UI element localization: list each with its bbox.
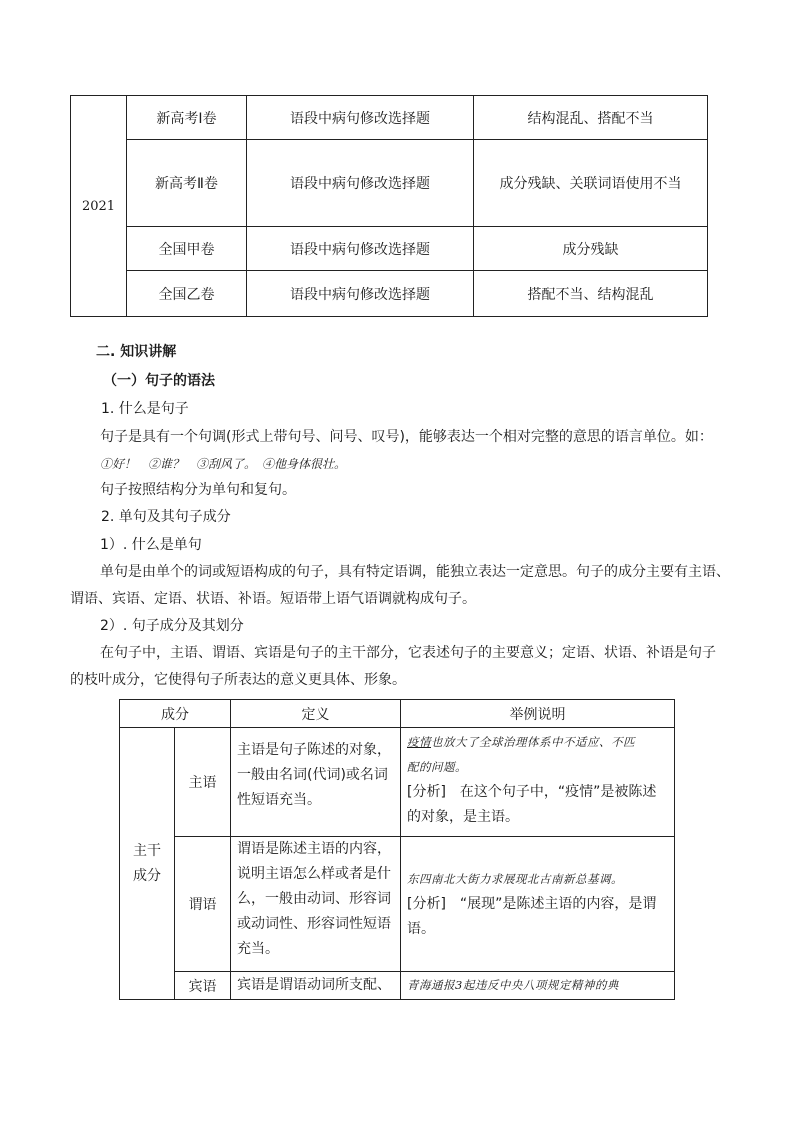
- header-component: 成分: [120, 700, 231, 728]
- q2-1-paragraph-line2: 谓语、宾语、定语、状语、补语。短语带上语气语调就构成句子。: [70, 591, 476, 607]
- type-cell: 语段中病句修改选择题: [247, 96, 474, 140]
- type-cell: 语段中病句修改选择题: [247, 271, 474, 317]
- subject-name: 主语: [175, 728, 231, 837]
- q2-2-heading: 2）. 句子成分及其划分: [100, 618, 244, 634]
- header-definition: 定义: [231, 700, 401, 728]
- errors-cell: 结构混乱、搭配不当: [474, 96, 708, 140]
- year-cell: 2021: [71, 96, 127, 317]
- type-cell: 语段中病句修改选择题: [247, 140, 474, 227]
- q1-classification: 句子按照结构分为单句和复句。: [100, 482, 296, 498]
- predicate-definition: 谓语是陈述主语的内容， 说明主语怎么样或者是什 么，一般由动词、形容词 或动词性、形容词性短语 充当。: [231, 837, 401, 972]
- paper-cell: 全国甲卷: [127, 227, 247, 271]
- subject-definition: 主语是句子陈述的对象， 一般由名词(代词)或名词 性短语充当。: [231, 728, 401, 837]
- q2-2-paragraph-line1: 在句子中，主语、谓语、宾语是句子的主干部分，它表述句子的主要意义；定语、状语、补语是句子: [100, 645, 716, 661]
- component-table: [119, 699, 675, 1000]
- object-definition: 宾语是谓语动词所支配、: [231, 972, 401, 1000]
- q2-1-paragraph-line1: 单句是由单个的词或短语构成的句子，具有特定语调，能独立表达一定意思。句子的成分主要有主语、: [100, 564, 730, 580]
- q2-1-heading: 1）. 什么是单句: [100, 537, 202, 553]
- predicate-example: 东四南北大街力求展现北古南新总基调。 [分析] “展现”是陈述主语的内容，是谓 语。: [401, 837, 675, 972]
- q2-2-paragraph-line2: 的枝叶成分，它使得句子所表达的意义更具体、形象。: [70, 672, 406, 688]
- object-name: 宾语: [175, 972, 231, 1000]
- q1-definition: 句子是具有一个句调(形式上带句号、问号、叹号)，能够表达一个相对完整的意思的语言单位。如：: [100, 429, 713, 445]
- paper-cell: 新高考Ⅰ卷: [127, 96, 247, 140]
- errors-cell: 搭配不当、结构混乱: [474, 271, 708, 317]
- q2-heading: 2. 单句及其句子成分: [101, 509, 231, 525]
- header-example: 举例说明: [401, 700, 675, 728]
- subsection-title: （一）句子的语法: [103, 373, 215, 389]
- q1-examples: ①好！ ②谁？ ③刮风了。 ④他身体很壮。: [100, 457, 347, 471]
- object-example: 青海通报3起违反中央八项规定精神的典: [401, 972, 675, 1000]
- errors-cell: 成分残缺、关联词语使用不当: [474, 140, 708, 227]
- section-title: 二. 知识讲解: [96, 344, 177, 360]
- group-label: 主干 成分: [120, 728, 175, 1000]
- q1-heading: 1. 什么是句子: [101, 401, 189, 417]
- predicate-name: 谓语: [175, 837, 231, 972]
- type-cell: 语段中病句修改选择题: [247, 227, 474, 271]
- underlined-subject: 疫情: [407, 735, 431, 749]
- exam-table: [70, 95, 708, 317]
- paper-cell: 全国乙卷: [127, 271, 247, 317]
- paper-cell: 新高考Ⅱ卷: [127, 140, 247, 227]
- errors-cell: 成分残缺: [474, 227, 708, 271]
- subject-example: 疫情也放大了全球治理体系中不适应、不匹 配的问题。 [分析] 在这个句子中，“疫情”是被陈述 的对象，是主语。: [401, 728, 675, 837]
